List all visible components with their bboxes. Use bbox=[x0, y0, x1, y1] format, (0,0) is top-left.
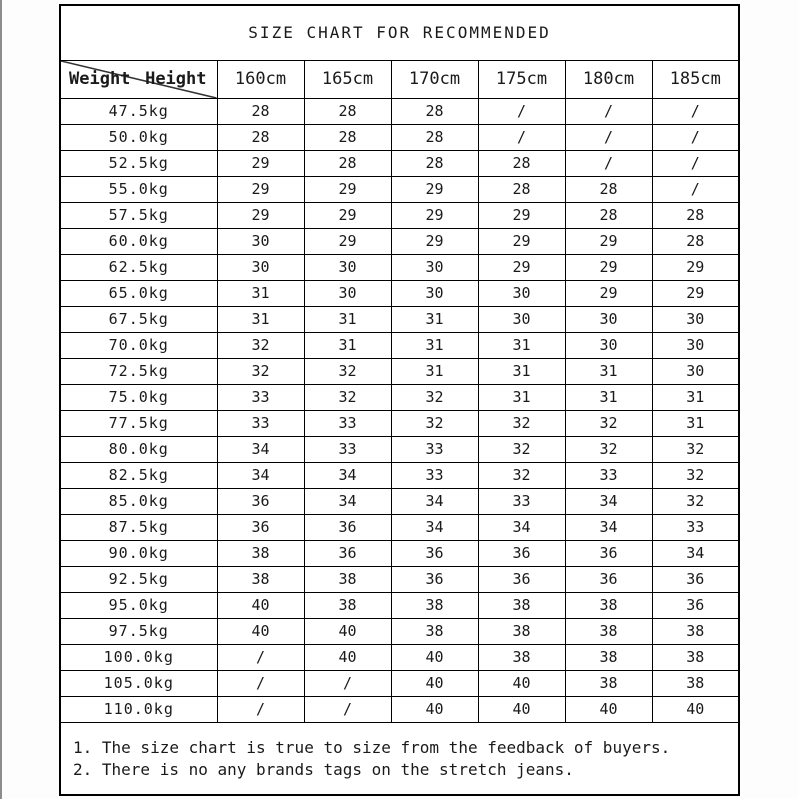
size-cell: 30 bbox=[391, 280, 478, 306]
weight-cell: 100.0kg bbox=[60, 644, 217, 670]
size-cell: 38 bbox=[391, 618, 478, 644]
size-cell: 29 bbox=[565, 254, 652, 280]
size-cell: 36 bbox=[565, 566, 652, 592]
size-cell: 36 bbox=[391, 540, 478, 566]
size-cell: 31 bbox=[652, 410, 739, 436]
size-cell: / bbox=[565, 124, 652, 150]
weight-cell: 55.0kg bbox=[60, 176, 217, 202]
size-cell: 32 bbox=[652, 462, 739, 488]
size-cell: / bbox=[478, 124, 565, 150]
size-cell: / bbox=[652, 98, 739, 124]
size-cell: 40 bbox=[478, 696, 565, 722]
size-cell: 29 bbox=[652, 280, 739, 306]
size-cell: 33 bbox=[304, 410, 391, 436]
size-cell: 29 bbox=[565, 280, 652, 306]
size-cell: 31 bbox=[565, 358, 652, 384]
size-cell: 28 bbox=[304, 150, 391, 176]
size-cell: / bbox=[478, 98, 565, 124]
size-cell: 38 bbox=[478, 644, 565, 670]
size-cell: 31 bbox=[391, 306, 478, 332]
size-cell: 33 bbox=[391, 436, 478, 462]
note-line-1: 1. The size chart is true to size from the feedback of buyers. bbox=[73, 738, 671, 758]
size-chart-table bbox=[59, 4, 740, 796]
size-cell: 29 bbox=[478, 228, 565, 254]
table-row bbox=[60, 514, 739, 540]
weight-cell: 105.0kg bbox=[60, 670, 217, 696]
table-row bbox=[60, 228, 739, 254]
size-cell: 32 bbox=[304, 358, 391, 384]
table-row bbox=[60, 176, 739, 202]
size-cell: 29 bbox=[565, 228, 652, 254]
size-cell: 29 bbox=[478, 254, 565, 280]
table-row bbox=[60, 618, 739, 644]
size-cell: 32 bbox=[478, 462, 565, 488]
size-cell: 28 bbox=[652, 202, 739, 228]
table-row bbox=[60, 670, 739, 696]
size-cell: 40 bbox=[217, 618, 304, 644]
size-cell: 40 bbox=[304, 644, 391, 670]
table-row bbox=[60, 488, 739, 514]
size-cell: 38 bbox=[391, 592, 478, 618]
table-row bbox=[60, 696, 739, 722]
size-cell: 28 bbox=[304, 98, 391, 124]
size-cell: 30 bbox=[304, 280, 391, 306]
size-cell: 34 bbox=[217, 462, 304, 488]
table-row bbox=[60, 332, 739, 358]
notes-section bbox=[60, 722, 739, 795]
weight-cell: 97.5kg bbox=[60, 618, 217, 644]
size-cell: 32 bbox=[304, 384, 391, 410]
size-cell: 30 bbox=[478, 306, 565, 332]
size-cell: 36 bbox=[304, 540, 391, 566]
weight-cell: 60.0kg bbox=[60, 228, 217, 254]
size-cell: 28 bbox=[391, 124, 478, 150]
size-cell: 34 bbox=[478, 514, 565, 540]
table-row bbox=[60, 436, 739, 462]
weight-cell: 72.5kg bbox=[60, 358, 217, 384]
size-cell: 30 bbox=[652, 332, 739, 358]
size-cell: 40 bbox=[391, 644, 478, 670]
size-cell: 40 bbox=[478, 670, 565, 696]
height-column-header-175cm: 175cm bbox=[478, 60, 565, 98]
size-cell: 36 bbox=[565, 540, 652, 566]
size-cell: 36 bbox=[217, 514, 304, 540]
size-cell: 32 bbox=[565, 436, 652, 462]
weight-cell: 87.5kg bbox=[60, 514, 217, 540]
size-cell: 29 bbox=[391, 176, 478, 202]
size-cell: 28 bbox=[304, 124, 391, 150]
weight-axis-label: Weight bbox=[69, 69, 131, 89]
table-row bbox=[60, 566, 739, 592]
size-cell: 36 bbox=[217, 488, 304, 514]
size-cell: 40 bbox=[304, 618, 391, 644]
size-cell: 33 bbox=[217, 384, 304, 410]
table-row bbox=[60, 462, 739, 488]
size-cell: 30 bbox=[565, 306, 652, 332]
size-cell: 29 bbox=[217, 202, 304, 228]
size-cell: / bbox=[217, 696, 304, 722]
size-cell: 30 bbox=[304, 254, 391, 280]
size-cell: / bbox=[217, 644, 304, 670]
size-cell: 36 bbox=[478, 566, 565, 592]
weight-cell: 47.5kg bbox=[60, 98, 217, 124]
size-cell: 32 bbox=[652, 436, 739, 462]
table-row bbox=[60, 254, 739, 280]
size-cell: 33 bbox=[652, 514, 739, 540]
height-column-header-180cm: 180cm bbox=[565, 60, 652, 98]
weight-cell: 82.5kg bbox=[60, 462, 217, 488]
size-cell: 40 bbox=[565, 696, 652, 722]
size-cell: 33 bbox=[391, 462, 478, 488]
size-cell: 28 bbox=[391, 98, 478, 124]
corner-header-cell bbox=[60, 60, 217, 98]
size-cell: 33 bbox=[565, 462, 652, 488]
table-row bbox=[60, 280, 739, 306]
size-cell: / bbox=[652, 176, 739, 202]
size-cell: / bbox=[217, 670, 304, 696]
size-cell: 36 bbox=[304, 514, 391, 540]
table-row bbox=[60, 98, 739, 124]
size-cell: 29 bbox=[391, 228, 478, 254]
size-cell: 38 bbox=[478, 592, 565, 618]
size-cell: 33 bbox=[478, 488, 565, 514]
size-cell: 29 bbox=[217, 150, 304, 176]
size-cell: 31 bbox=[478, 332, 565, 358]
size-cell: 38 bbox=[652, 644, 739, 670]
size-cell: 38 bbox=[304, 566, 391, 592]
size-cell: 34 bbox=[565, 514, 652, 540]
size-cell: 40 bbox=[652, 696, 739, 722]
size-cell: 31 bbox=[217, 306, 304, 332]
weight-cell: 65.0kg bbox=[60, 280, 217, 306]
size-cell: 31 bbox=[391, 358, 478, 384]
weight-cell: 75.0kg bbox=[60, 384, 217, 410]
size-cell: 28 bbox=[478, 150, 565, 176]
size-cell: 34 bbox=[217, 436, 304, 462]
table-row bbox=[60, 358, 739, 384]
weight-cell: 50.0kg bbox=[60, 124, 217, 150]
table-row bbox=[60, 540, 739, 566]
size-cell: 30 bbox=[565, 332, 652, 358]
size-cell: 40 bbox=[391, 696, 478, 722]
size-cell: 31 bbox=[304, 332, 391, 358]
weight-cell: 80.0kg bbox=[60, 436, 217, 462]
size-cell: 32 bbox=[217, 332, 304, 358]
size-cell: / bbox=[652, 150, 739, 176]
weight-cell: 70.0kg bbox=[60, 332, 217, 358]
table-row bbox=[60, 150, 739, 176]
size-cell: 31 bbox=[478, 384, 565, 410]
size-cell: 29 bbox=[391, 202, 478, 228]
weight-cell: 52.5kg bbox=[60, 150, 217, 176]
size-cell: 33 bbox=[304, 436, 391, 462]
size-cell: 28 bbox=[217, 98, 304, 124]
height-axis-label: Height bbox=[145, 69, 207, 89]
size-cell: 29 bbox=[304, 228, 391, 254]
size-cell: 29 bbox=[304, 202, 391, 228]
size-cell: 34 bbox=[565, 488, 652, 514]
weight-cell: 62.5kg bbox=[60, 254, 217, 280]
height-column-header-160cm: 160cm bbox=[217, 60, 304, 98]
size-cell: 38 bbox=[652, 670, 739, 696]
size-cell: 36 bbox=[478, 540, 565, 566]
weight-cell: 92.5kg bbox=[60, 566, 217, 592]
weight-cell: 67.5kg bbox=[60, 306, 217, 332]
size-cell: 31 bbox=[217, 280, 304, 306]
weight-cell: 77.5kg bbox=[60, 410, 217, 436]
size-cell: 33 bbox=[217, 410, 304, 436]
size-cell: / bbox=[304, 670, 391, 696]
size-cell: 28 bbox=[478, 176, 565, 202]
size-cell: 34 bbox=[652, 540, 739, 566]
size-cell: 29 bbox=[217, 176, 304, 202]
size-cell: / bbox=[565, 98, 652, 124]
weight-cell: 57.5kg bbox=[60, 202, 217, 228]
size-cell: 36 bbox=[652, 566, 739, 592]
page-title: SIZE CHART FOR RECOMMENDED bbox=[60, 5, 739, 60]
size-cell: 31 bbox=[652, 384, 739, 410]
size-table-body bbox=[60, 98, 739, 722]
size-cell: 31 bbox=[565, 384, 652, 410]
size-cell: 38 bbox=[565, 644, 652, 670]
weight-cell: 95.0kg bbox=[60, 592, 217, 618]
size-cell: 29 bbox=[304, 176, 391, 202]
size-cell: 36 bbox=[652, 592, 739, 618]
table-row bbox=[60, 384, 739, 410]
table-row bbox=[60, 306, 739, 332]
size-cell: 30 bbox=[652, 358, 739, 384]
size-cell: 38 bbox=[304, 592, 391, 618]
size-cell: 30 bbox=[391, 254, 478, 280]
size-cell: 32 bbox=[478, 436, 565, 462]
height-column-header-185cm: 185cm bbox=[652, 60, 739, 98]
size-cell: 38 bbox=[652, 618, 739, 644]
table-row bbox=[60, 202, 739, 228]
notes-row bbox=[60, 722, 739, 795]
size-cell: 30 bbox=[478, 280, 565, 306]
table-row bbox=[60, 644, 739, 670]
size-cell: 29 bbox=[652, 254, 739, 280]
weight-cell: 110.0kg bbox=[60, 696, 217, 722]
size-cell: 40 bbox=[391, 670, 478, 696]
size-cell: 34 bbox=[391, 488, 478, 514]
size-cell: 32 bbox=[652, 488, 739, 514]
size-cell: 31 bbox=[304, 306, 391, 332]
size-cell: 34 bbox=[304, 462, 391, 488]
size-cell: 28 bbox=[391, 150, 478, 176]
size-cell: 38 bbox=[217, 566, 304, 592]
weight-cell: 90.0kg bbox=[60, 540, 217, 566]
size-cell: 32 bbox=[478, 410, 565, 436]
table-row bbox=[60, 592, 739, 618]
height-column-header-165cm: 165cm bbox=[304, 60, 391, 98]
size-cell: 34 bbox=[304, 488, 391, 514]
size-cell: 31 bbox=[391, 332, 478, 358]
size-cell: 38 bbox=[565, 670, 652, 696]
size-cell: 38 bbox=[565, 592, 652, 618]
size-cell: 36 bbox=[391, 566, 478, 592]
table-row bbox=[60, 124, 739, 150]
size-cell: 28 bbox=[217, 124, 304, 150]
size-cell: 28 bbox=[565, 202, 652, 228]
weight-cell: 85.0kg bbox=[60, 488, 217, 514]
size-cell: / bbox=[304, 696, 391, 722]
size-cell: 28 bbox=[652, 228, 739, 254]
size-cell: 38 bbox=[565, 618, 652, 644]
photo-left-edge bbox=[0, 0, 2, 799]
note-line-2: 2. There is no any brands tags on the stretch jeans. bbox=[73, 760, 574, 780]
size-cell: 32 bbox=[391, 410, 478, 436]
size-cell: 32 bbox=[217, 358, 304, 384]
size-cell: 28 bbox=[565, 176, 652, 202]
size-cell: 32 bbox=[391, 384, 478, 410]
size-cell: 40 bbox=[217, 592, 304, 618]
table-row bbox=[60, 410, 739, 436]
size-cell: 34 bbox=[391, 514, 478, 540]
size-cell: 29 bbox=[478, 202, 565, 228]
size-cell: 38 bbox=[478, 618, 565, 644]
size-cell: 30 bbox=[217, 254, 304, 280]
size-cell: / bbox=[652, 124, 739, 150]
size-cell: 38 bbox=[217, 540, 304, 566]
size-cell: 30 bbox=[652, 306, 739, 332]
size-cell: 31 bbox=[478, 358, 565, 384]
header-row bbox=[60, 60, 739, 98]
size-cell: 30 bbox=[217, 228, 304, 254]
height-column-header-170cm: 170cm bbox=[391, 60, 478, 98]
size-cell: / bbox=[565, 150, 652, 176]
title-row bbox=[60, 5, 739, 60]
size-cell: 32 bbox=[565, 410, 652, 436]
